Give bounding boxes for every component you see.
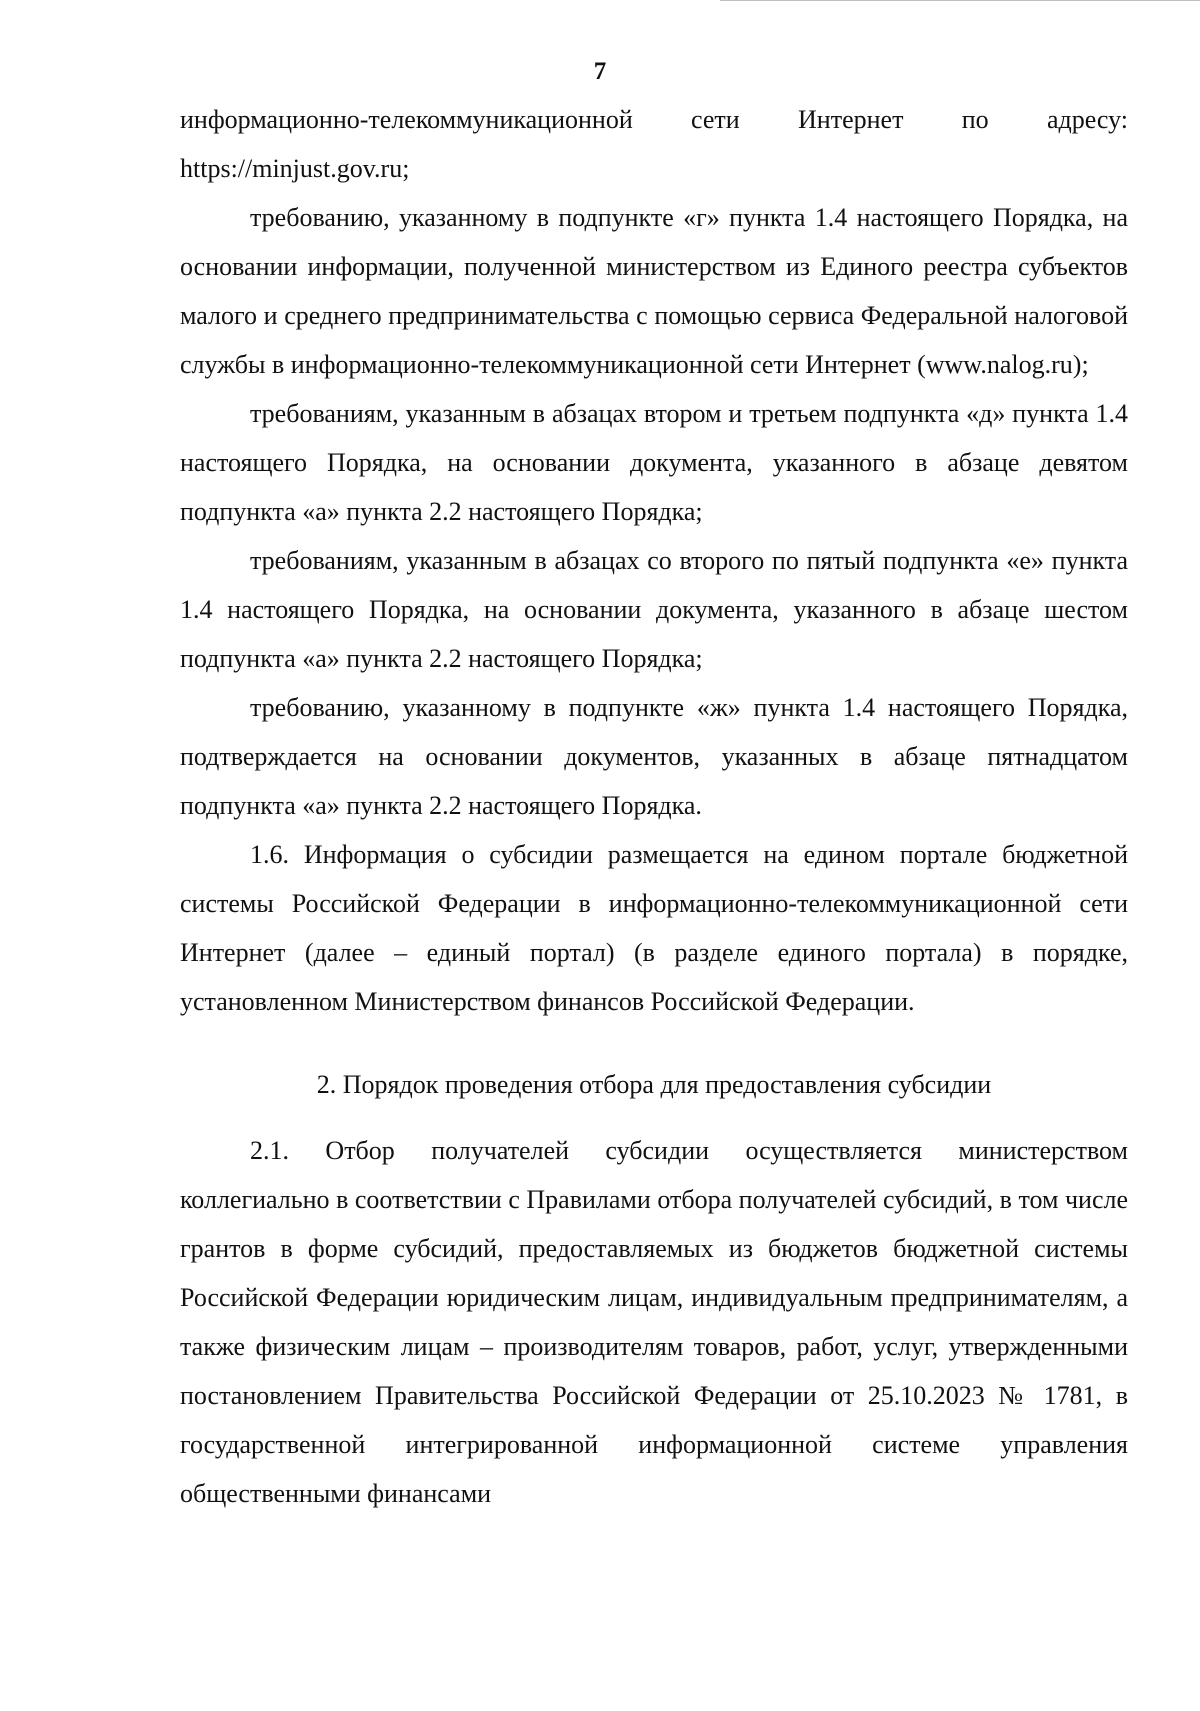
paragraph-requirement-g: требованию, указанному в подпункте «г» пункта 1.4 настоящего Порядка, на основании информации, полученной министерством из Единого реестра субъектов малого и среднего предпринимательства с помощью сервиса Федеральной налоговой службы в информационно-телекоммуникационной сети Интернет (www.nalog.ru);	[180, 203, 1128, 379]
section-heading: 2. Порядок проведения отбора для предоставления субсидии	[316, 1070, 992, 1099]
paragraph-continuation: информационно-телекоммуникационной сети Интернет по адресу: https://minjust.gov.ru;	[180, 105, 1128, 183]
paragraph-1-6: 1.6. Информация о субсидии размещается на едином портале бюджетной системы Российской Федерации в информационно-телекоммуникационной сети Интернет (далее – единый портал) (в разделе единого портала) в порядке, установленном Министерством финансов Российской Федерации.	[180, 840, 1128, 1016]
paragraph-2-1: 2.1. Отбор получателей субсидии осуществляется министерством коллегиально в соответствии с Правилами отбора получателей субсидий, в том числе грантов в форме субсидий, предоставляемых из бюджетов бюджетной системы Российской Федерации юридическим лицам, индивидуальным предпринимателям, а также физическим лицам – производителям товаров, работ, услуг, утвержденными постановлением Правительства Российской Федерации от 25.10.2023 № 1781, в государственной интегрированной информационной системе управления общественными финансами	[180, 1136, 1128, 1508]
paragraph-requirement-zh: требованию, указанному в подпункте «ж» пункта 1.4 настоящего Порядка, подтверждается на основании документов, указанных в абзаце пятнадцатом подпункта «а» пункта 2.2 настоящего Порядка.	[180, 693, 1128, 820]
page-number: 7	[593, 58, 607, 85]
scan-edge-line	[720, 0, 1200, 1]
paragraph-requirement-e: требованиям, указанным в абзацах со второго по пятый подпункта «е» пункта 1.4 настоящего Порядка, на основании документа, указанного в абзаце шестом подпункта «а» пункта 2.2 настоящего Порядка;	[180, 546, 1128, 673]
document-body	[180, 95, 1128, 1518]
paragraph-requirement-d: требованиям, указанным в абзацах втором и третьем подпункта «д» пункта 1.4 настоящего Порядка, на основании документа, указанного в абзаце девятом подпункта «а» пункта 2.2 настоящего Порядка;	[180, 399, 1128, 526]
